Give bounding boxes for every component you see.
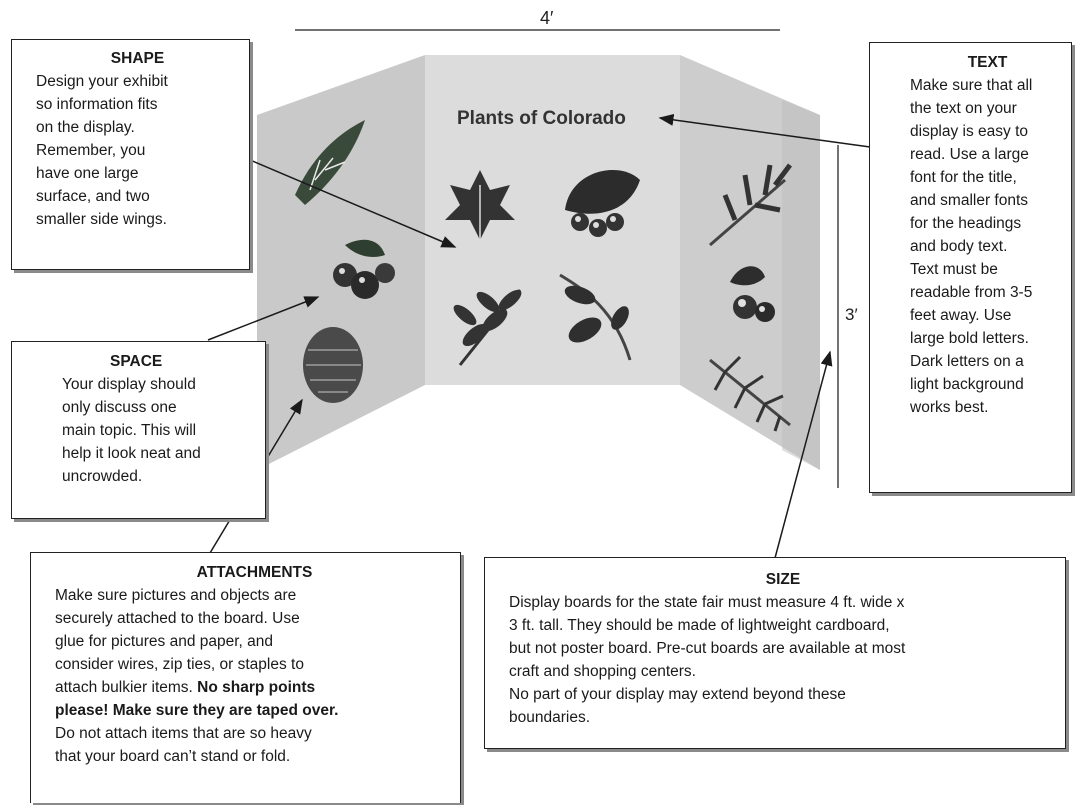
attachments-heading: ATTACHMENTS [196,564,313,581]
text-line: Text must be [910,261,998,278]
shape-line: have one large [36,165,139,182]
size-line: boundaries. [509,709,591,726]
attachments-tail-line: that your board can’t stand or fold. [55,748,291,765]
space-heading: SPACE [110,353,163,370]
text-line: Make sure that all [910,77,1033,94]
shape-line: Remember, you [36,142,146,159]
shape-callout [11,39,250,270]
size-heading: SIZE [765,571,801,588]
text-line: large bold letters. [910,330,1029,347]
text-heading: TEXT [967,54,1008,71]
text-line: read. Use a large [910,146,1029,163]
space-line: main topic. This will [62,422,197,439]
text-line: font for the title, [910,169,1017,186]
space-line: Your display should [62,376,196,393]
size-line: Display boards for the state fair must measure 4 ft. wide x [509,594,905,611]
attachments-line: Make sure pictures and objects are [55,587,297,604]
shape-line: so information fits [36,96,158,113]
shape-line: Design your exhibit [36,73,168,90]
text-line: readable from 3-5 [910,284,1033,301]
attachments-bold-lead: No sharp points [197,679,316,696]
shape-line: surface, and two [36,188,150,205]
size-line: No part of your display may extend beyond these [509,686,846,703]
attachments-line: consider wires, zip ties, or staples to [55,656,304,673]
text-line: and smaller fonts [910,192,1029,209]
attachments-line: attach bulkier items. [55,679,193,696]
space-callout [11,341,266,519]
width-dimension-label: 4′ [540,8,554,28]
shape-line: on the display. [36,119,135,136]
text-line: the text on your [910,100,1017,117]
size-callout [484,557,1066,749]
text-line: and body text. [910,238,1008,255]
space-line: help it look neat and [62,445,201,462]
pine-cone-icon [303,327,363,403]
text-line: display is easy to [910,123,1029,140]
attachments-line: glue for pictures and paper, and [55,633,274,650]
text-line: feet away. Use [910,307,1012,324]
attachments-callout [30,552,461,803]
text-callout [869,42,1072,493]
text-line: for the headings [910,215,1022,232]
height-dimension-label: 3′ [845,305,858,324]
board-left-wing [257,55,425,470]
attachments-bold-line: please! Make sure they are taped over. [55,702,339,719]
size-line: craft and shopping centers. [509,663,696,680]
size-line: but not poster board. Pre-cut boards are available at most [509,640,906,657]
attachments-tail-line: Do not attach items that are so heavy [55,725,312,742]
space-line: only discuss one [62,399,177,416]
shape-heading: SHAPE [110,50,165,67]
space-line: uncrowded. [62,468,143,485]
text-line: light background [910,376,1024,393]
size-line: 3 ft. tall. They should be made of lightweight cardboard, [509,617,890,634]
attachments-line-with-bold [55,676,454,699]
attachments-line: securely attached to the board. Use [55,610,300,627]
shape-line: smaller side wings. [36,211,167,228]
text-line: works best. [910,399,989,416]
board-title: Plants of Colorado [457,108,626,129]
text-line: Dark letters on a [910,353,1024,370]
